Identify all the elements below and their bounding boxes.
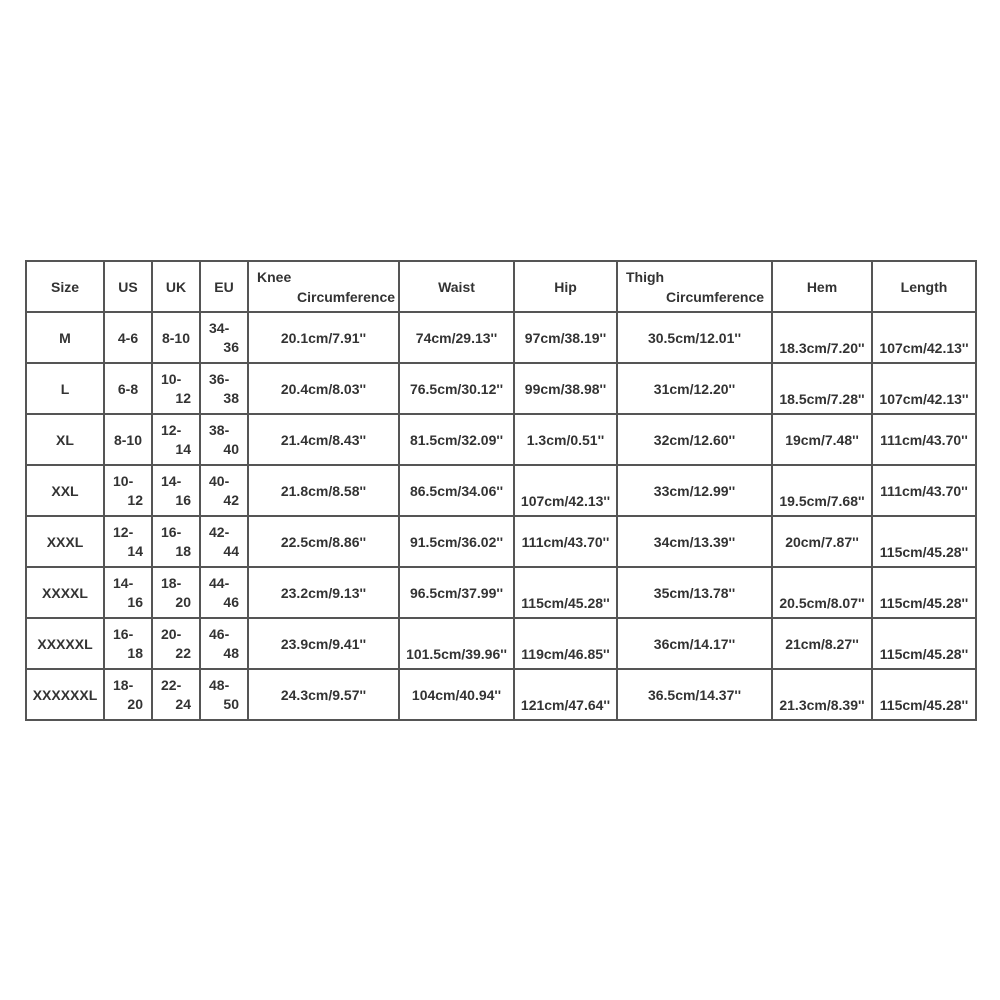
cell-value: 8-10 bbox=[113, 431, 143, 448]
cell-value: 35cm/13.78'' bbox=[653, 584, 736, 601]
cell-value: 20.5cm/8.07'' bbox=[779, 594, 865, 611]
cell-value: 97cm/38.19'' bbox=[524, 329, 607, 346]
cell-waist bbox=[399, 669, 514, 720]
cell-line: 46 bbox=[223, 593, 239, 610]
cell-us bbox=[104, 669, 152, 720]
cell-value: 8-10 bbox=[161, 329, 191, 346]
cell-value: 115cm/45.28'' bbox=[521, 594, 610, 611]
cell-us bbox=[104, 465, 152, 516]
cell-value: 119cm/46.85'' bbox=[521, 645, 610, 662]
cell-waist bbox=[399, 465, 514, 516]
table-row bbox=[26, 567, 976, 618]
cell-value: 101.5cm/39.96'' bbox=[406, 645, 507, 662]
table-row bbox=[26, 312, 976, 363]
cell-line: 44- bbox=[209, 574, 230, 591]
cell-line: 18 bbox=[175, 542, 191, 559]
cell-length bbox=[872, 669, 976, 720]
header-row bbox=[26, 261, 976, 312]
cell-hip bbox=[514, 516, 617, 567]
cell-thigh bbox=[617, 618, 772, 669]
cell-value: 36cm/14.17'' bbox=[653, 635, 736, 652]
cell-value: 31cm/12.20'' bbox=[653, 380, 736, 397]
header-uk: UK bbox=[152, 261, 200, 312]
cell-value: M bbox=[59, 329, 71, 346]
table-row bbox=[26, 414, 976, 465]
cell-line: 46- bbox=[209, 625, 230, 642]
cell-line: 10- bbox=[113, 472, 134, 489]
cell-line: 22 bbox=[175, 644, 191, 661]
cell-line: 36- bbox=[209, 370, 230, 387]
cell-us bbox=[104, 414, 152, 465]
cell-line: 36 bbox=[223, 338, 239, 355]
table-row bbox=[26, 465, 976, 516]
cell-line: 14 bbox=[127, 542, 143, 559]
cell-uk bbox=[152, 618, 200, 669]
cell-value: 4-6 bbox=[117, 329, 139, 346]
cell-hem bbox=[772, 669, 872, 720]
cell-value: 86.5cm/34.06'' bbox=[409, 482, 504, 499]
cell-value: XXXL bbox=[46, 533, 84, 550]
cell-size bbox=[26, 567, 104, 618]
cell-knee bbox=[248, 567, 399, 618]
cell-us bbox=[104, 516, 152, 567]
size-chart-table bbox=[25, 260, 977, 721]
table-row bbox=[26, 669, 976, 720]
cell-value: 99cm/38.98'' bbox=[524, 380, 607, 397]
cell-uk bbox=[152, 516, 200, 567]
cell-value: XXXXXL bbox=[37, 635, 93, 652]
cell-value: 34cm/13.39'' bbox=[653, 533, 736, 550]
cell-eu bbox=[200, 516, 248, 567]
cell-value: 36.5cm/14.37'' bbox=[647, 686, 742, 703]
cell-value: 111cm/43.70'' bbox=[880, 482, 968, 499]
cell-line: 44 bbox=[223, 542, 239, 559]
cell-hip bbox=[514, 363, 617, 414]
cell-thigh bbox=[617, 516, 772, 567]
table-row bbox=[26, 516, 976, 567]
cell-length bbox=[872, 465, 976, 516]
cell-knee bbox=[248, 414, 399, 465]
cell-line: 34- bbox=[209, 319, 230, 336]
cell-value: 21cm/8.27'' bbox=[785, 635, 859, 652]
cell-line: 12 bbox=[175, 389, 191, 406]
cell-hip bbox=[514, 465, 617, 516]
cell-line: 16- bbox=[161, 523, 182, 540]
cell-size bbox=[26, 312, 104, 363]
cell-value: 121cm/47.64'' bbox=[520, 696, 611, 713]
cell-value: 22.5cm/8.86'' bbox=[280, 533, 367, 550]
cell-value: 19cm/7.48'' bbox=[785, 431, 859, 448]
cell-value: 115cm/45.28'' bbox=[879, 696, 969, 713]
header-hip: Hip bbox=[514, 261, 617, 312]
cell-knee bbox=[248, 618, 399, 669]
header-hem: Hem bbox=[772, 261, 872, 312]
cell-line: 18- bbox=[161, 574, 182, 591]
cell-line: 40 bbox=[223, 440, 239, 457]
cell-value: 76.5cm/30.12'' bbox=[409, 380, 504, 397]
cell-eu bbox=[200, 567, 248, 618]
cell-value: 30.5cm/12.01'' bbox=[647, 329, 742, 346]
cell-value: 111cm/43.70'' bbox=[521, 533, 610, 550]
cell-size bbox=[26, 516, 104, 567]
cell-line: 16 bbox=[127, 593, 143, 610]
cell-us bbox=[104, 312, 152, 363]
cell-line: 16- bbox=[113, 625, 134, 642]
cell-thigh bbox=[617, 567, 772, 618]
cell-line: 38- bbox=[209, 421, 230, 438]
cell-uk bbox=[152, 363, 200, 414]
cell-length bbox=[872, 363, 976, 414]
cell-knee bbox=[248, 516, 399, 567]
cell-thigh bbox=[617, 414, 772, 465]
cell-thigh bbox=[617, 312, 772, 363]
cell-value: 18.5cm/7.28'' bbox=[779, 390, 865, 407]
cell-waist bbox=[399, 363, 514, 414]
cell-length bbox=[872, 414, 976, 465]
cell-hip bbox=[514, 618, 617, 669]
cell-line: 10- bbox=[161, 370, 182, 387]
header-length: Length bbox=[872, 261, 976, 312]
table-row bbox=[26, 618, 976, 669]
cell-value: 111cm/43.70'' bbox=[880, 431, 968, 448]
cell-line: 50 bbox=[223, 695, 239, 712]
cell-waist bbox=[399, 516, 514, 567]
cell-line: 18- bbox=[113, 676, 134, 693]
cell-value: 107cm/42.13'' bbox=[520, 492, 611, 509]
cell-value: 20.4cm/8.03'' bbox=[280, 380, 367, 397]
header-waist: Waist bbox=[399, 261, 514, 312]
cell-line: 42 bbox=[223, 491, 239, 508]
cell-line: 18 bbox=[127, 644, 143, 661]
cell-hem bbox=[772, 618, 872, 669]
cell-uk bbox=[152, 567, 200, 618]
cell-waist bbox=[399, 567, 514, 618]
cell-thigh bbox=[617, 669, 772, 720]
table-row bbox=[26, 363, 976, 414]
cell-knee bbox=[248, 312, 399, 363]
cell-hem bbox=[772, 363, 872, 414]
header-size: Size bbox=[26, 261, 104, 312]
cell-line: 42- bbox=[209, 523, 230, 540]
cell-value: 19.5cm/7.68'' bbox=[779, 492, 865, 509]
cell-uk bbox=[152, 465, 200, 516]
cell-value: 115cm/45.28'' bbox=[879, 543, 969, 560]
cell-line: 20 bbox=[175, 593, 191, 610]
cell-eu bbox=[200, 312, 248, 363]
cell-hem bbox=[772, 567, 872, 618]
cell-value: 24.3cm/9.57'' bbox=[280, 686, 367, 703]
cell-hip bbox=[514, 669, 617, 720]
header-knee: Knee Circumference bbox=[248, 261, 399, 312]
cell-value: 81.5cm/32.09'' bbox=[409, 431, 504, 448]
cell-value: 107cm/42.13'' bbox=[879, 390, 969, 407]
cell-value: XXXXXXL bbox=[32, 686, 98, 703]
cell-knee bbox=[248, 465, 399, 516]
cell-hem bbox=[772, 312, 872, 363]
cell-thigh bbox=[617, 465, 772, 516]
cell-line: 20 bbox=[127, 695, 143, 712]
cell-value: 18.3cm/7.20'' bbox=[779, 339, 865, 356]
cell-value: XXXXL bbox=[42, 584, 88, 601]
cell-eu bbox=[200, 618, 248, 669]
cell-size bbox=[26, 618, 104, 669]
cell-line: 24 bbox=[175, 695, 191, 712]
cell-line: 12- bbox=[113, 523, 134, 540]
cell-hem bbox=[772, 465, 872, 516]
cell-uk bbox=[152, 669, 200, 720]
cell-uk bbox=[152, 414, 200, 465]
header-us: US bbox=[104, 261, 152, 312]
cell-line: 40- bbox=[209, 472, 230, 489]
cell-value: 21.4cm/8.43'' bbox=[280, 431, 367, 448]
cell-eu bbox=[200, 363, 248, 414]
cell-hip bbox=[514, 567, 617, 618]
cell-size bbox=[26, 414, 104, 465]
cell-us bbox=[104, 618, 152, 669]
cell-length bbox=[872, 516, 976, 567]
cell-hem bbox=[772, 414, 872, 465]
cell-line: 14- bbox=[161, 472, 182, 489]
cell-value: 20cm/7.87'' bbox=[785, 533, 859, 550]
cell-line: 14 bbox=[175, 440, 191, 457]
cell-us bbox=[104, 363, 152, 414]
cell-value: 115cm/45.28'' bbox=[879, 645, 969, 662]
cell-line: 48 bbox=[223, 644, 239, 661]
cell-length bbox=[872, 618, 976, 669]
header-eu: EU bbox=[200, 261, 248, 312]
cell-line: 20- bbox=[161, 625, 182, 642]
cell-line: 48- bbox=[209, 676, 230, 693]
cell-length bbox=[872, 567, 976, 618]
cell-value: 91.5cm/36.02'' bbox=[409, 533, 504, 550]
cell-us bbox=[104, 567, 152, 618]
cell-value: L bbox=[60, 380, 70, 397]
cell-value: 96.5cm/37.99'' bbox=[409, 584, 504, 601]
cell-line: 16 bbox=[175, 491, 191, 508]
cell-line: 22- bbox=[161, 676, 182, 693]
cell-line: 38 bbox=[223, 389, 239, 406]
cell-line: 14- bbox=[113, 574, 134, 591]
cell-value: 32cm/12.60'' bbox=[653, 431, 736, 448]
cell-uk bbox=[152, 312, 200, 363]
cell-value: 107cm/42.13'' bbox=[879, 339, 969, 356]
cell-knee bbox=[248, 669, 399, 720]
cell-line: 12 bbox=[127, 491, 143, 508]
cell-value: XL bbox=[56, 431, 74, 448]
cell-value: 33cm/12.99'' bbox=[653, 482, 736, 499]
cell-waist bbox=[399, 618, 514, 669]
cell-eu bbox=[200, 465, 248, 516]
cell-line: 12- bbox=[161, 421, 182, 438]
cell-value: 104cm/40.94'' bbox=[411, 686, 502, 703]
cell-value: 6-8 bbox=[117, 380, 139, 397]
cell-value: 1.3cm/0.51'' bbox=[526, 431, 605, 448]
cell-waist bbox=[399, 312, 514, 363]
cell-size bbox=[26, 669, 104, 720]
cell-eu bbox=[200, 414, 248, 465]
cell-value: 21.3cm/8.39'' bbox=[779, 696, 865, 713]
cell-size bbox=[26, 465, 104, 516]
cell-hip bbox=[514, 312, 617, 363]
cell-thigh bbox=[617, 363, 772, 414]
cell-hem bbox=[772, 516, 872, 567]
cell-eu bbox=[200, 669, 248, 720]
header-thigh: Thigh Circumference bbox=[617, 261, 772, 312]
cell-hip bbox=[514, 414, 617, 465]
cell-value: 21.8cm/8.58'' bbox=[280, 482, 367, 499]
cell-value: 20.1cm/7.91'' bbox=[280, 329, 367, 346]
cell-length bbox=[872, 312, 976, 363]
cell-knee bbox=[248, 363, 399, 414]
cell-value: 74cm/29.13'' bbox=[415, 329, 498, 346]
cell-value: XXL bbox=[51, 482, 79, 499]
cell-value: 115cm/45.28'' bbox=[879, 594, 969, 611]
cell-size bbox=[26, 363, 104, 414]
cell-value: 23.9cm/9.41'' bbox=[280, 635, 367, 652]
cell-waist bbox=[399, 414, 514, 465]
cell-value: 23.2cm/9.13'' bbox=[280, 584, 367, 601]
